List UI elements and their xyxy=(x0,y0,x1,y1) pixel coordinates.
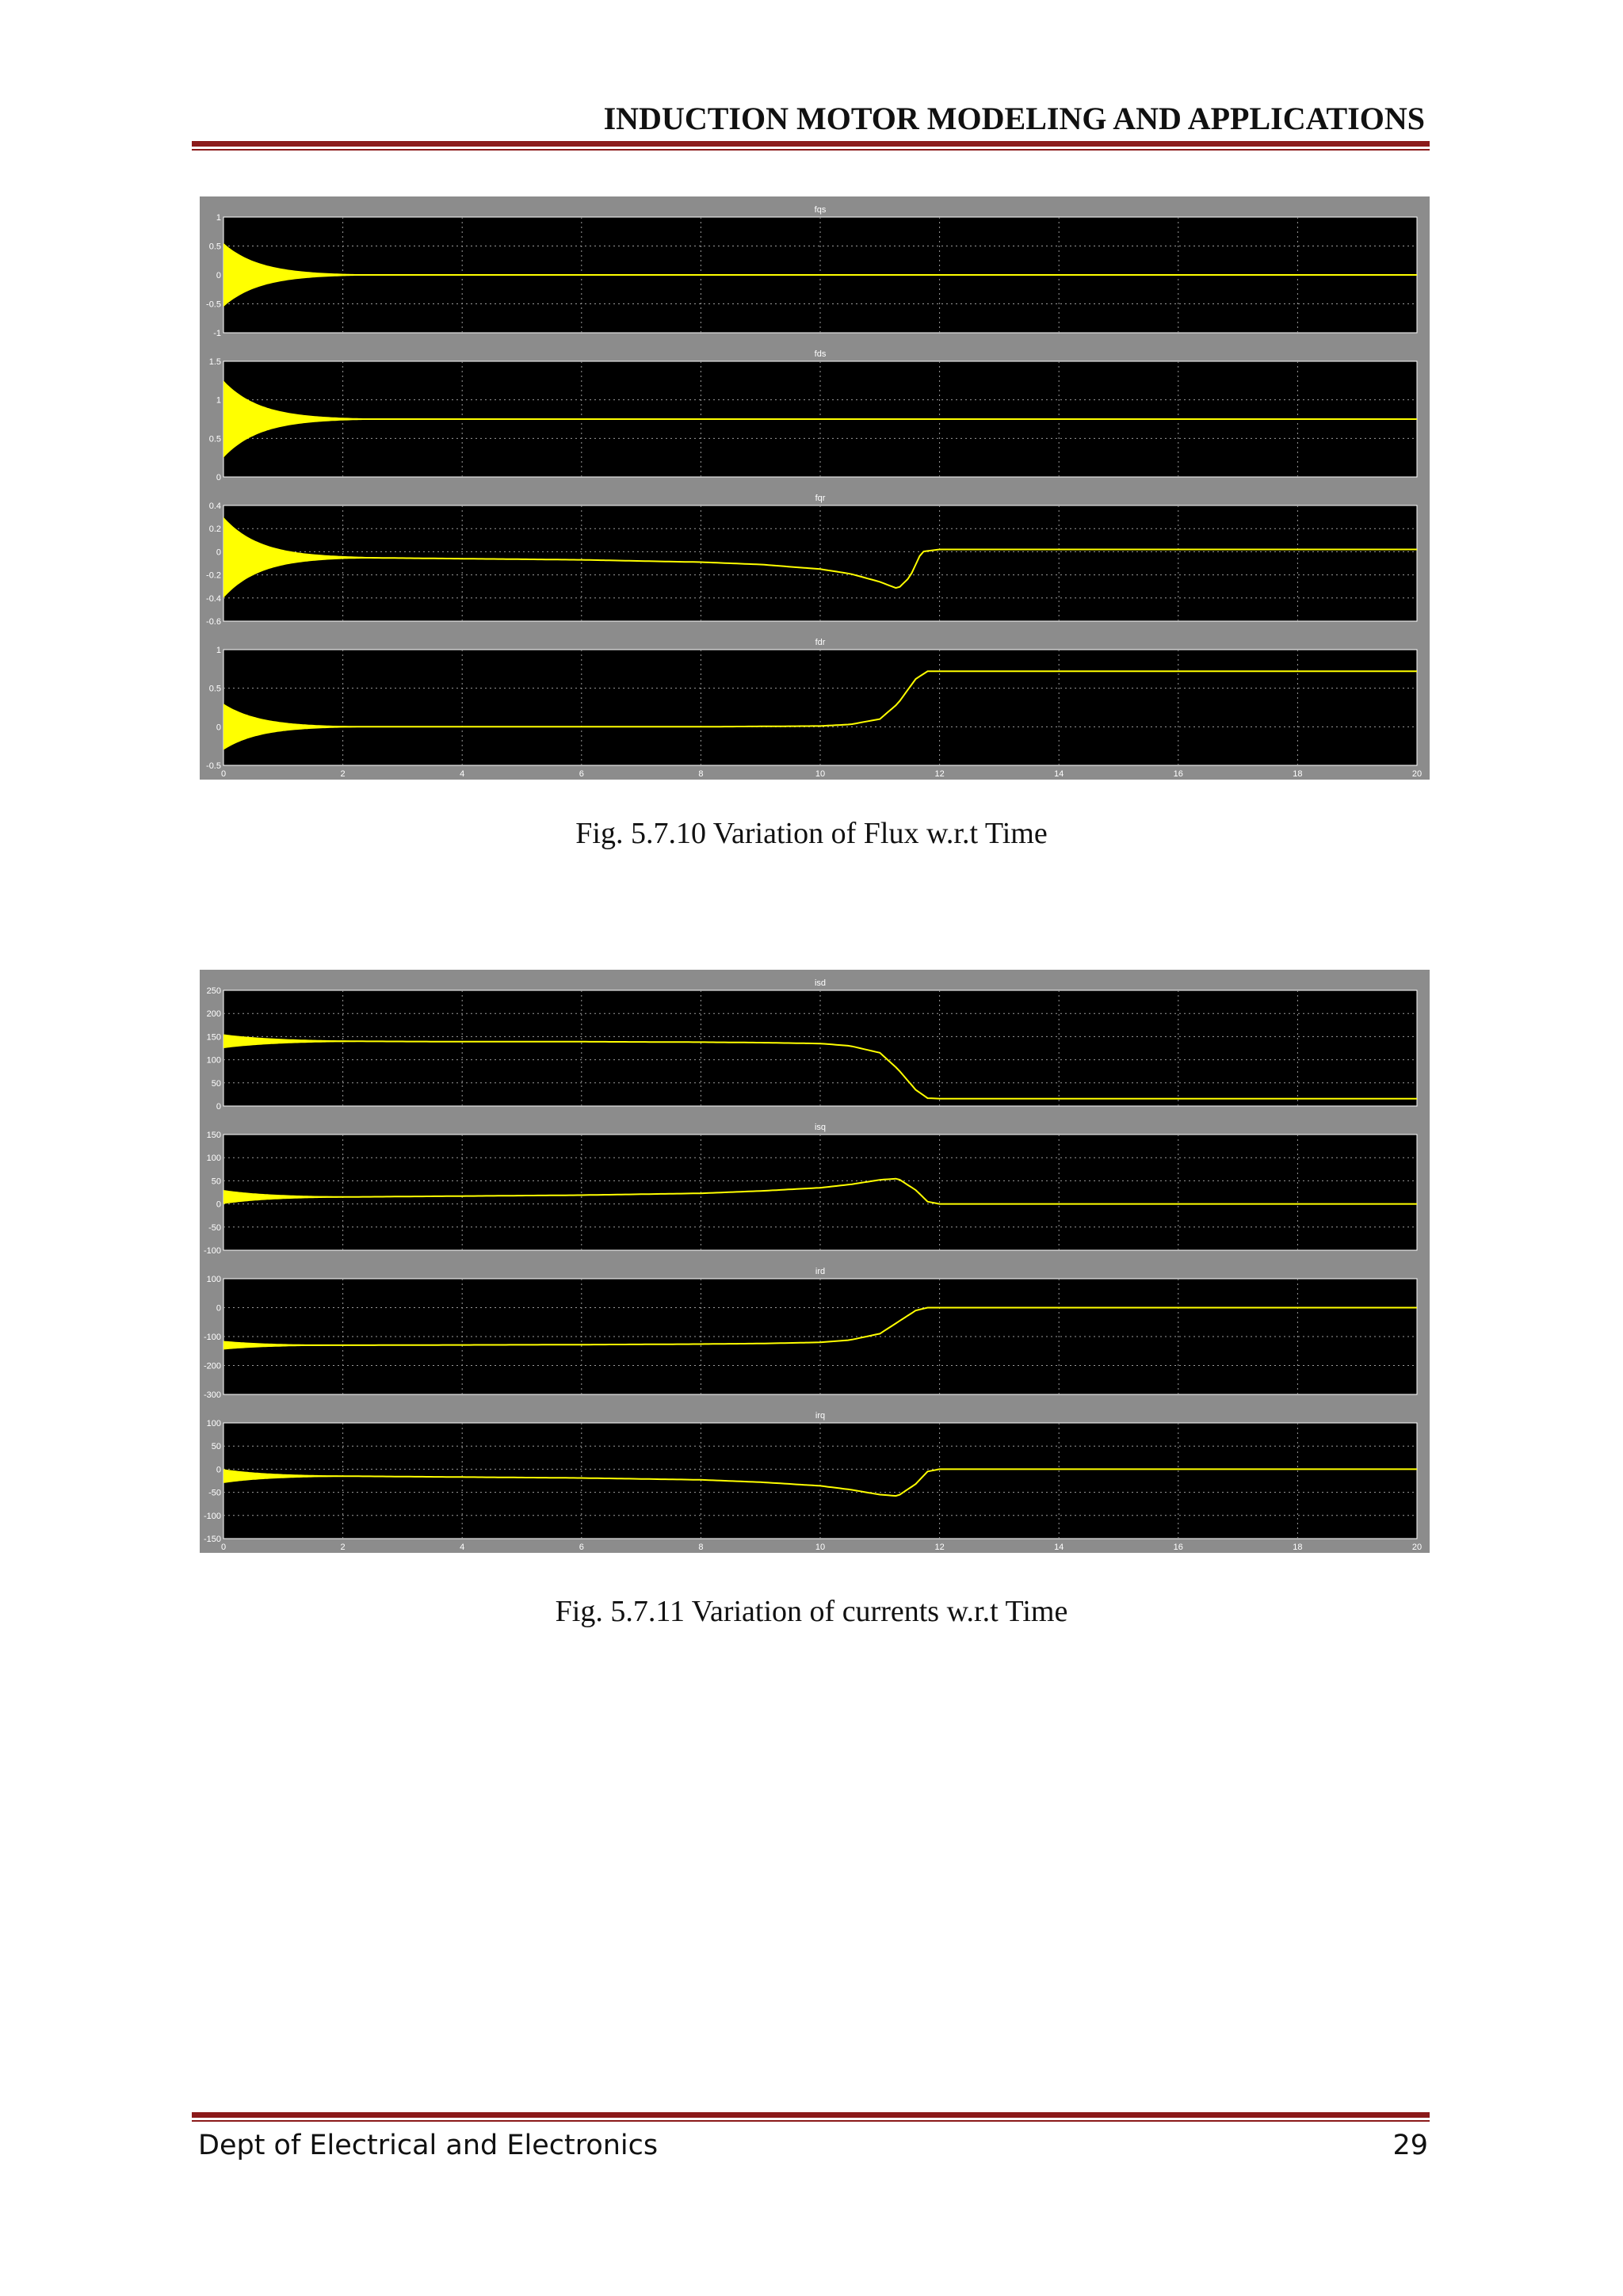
x-tick-label: 0 xyxy=(220,1543,227,1552)
subplot-fds xyxy=(209,349,1417,482)
y-tick-label: 1 xyxy=(216,646,221,655)
y-tick-label: 1 xyxy=(216,395,221,406)
y-tick-label: 100 xyxy=(206,1275,221,1284)
subplot-title: fqr xyxy=(815,494,826,503)
header-rule xyxy=(192,141,1430,151)
x-tick-label: 14 xyxy=(1054,1543,1064,1552)
x-tick-label: 4 xyxy=(460,1543,465,1552)
y-tick-label: 0 xyxy=(216,1102,221,1112)
x-tick-label: 20 xyxy=(1411,769,1423,779)
y-tick-label: 0.5 xyxy=(208,434,221,444)
subplot-ird xyxy=(204,1267,1417,1400)
footer-department: Dept of Electrical and Electronics xyxy=(198,2130,659,2161)
y-tick-label: 50 xyxy=(211,1078,221,1089)
chart-svg xyxy=(200,970,1430,1553)
flux-figure xyxy=(200,196,1430,780)
y-tick-label: -0.2 xyxy=(206,570,221,581)
subplot-irq xyxy=(204,1411,1417,1544)
y-tick-label: 0.5 xyxy=(208,242,221,252)
y-tick-label: 0 xyxy=(216,1199,221,1210)
x-tick-label: 20 xyxy=(1411,1543,1423,1552)
y-tick-label: 50 xyxy=(211,1177,221,1187)
subplot-title: fqs xyxy=(814,205,827,215)
y-tick-label: -0.5 xyxy=(206,761,221,771)
y-tick-label: -200 xyxy=(203,1361,221,1371)
x-tick-label: 8 xyxy=(698,1543,704,1552)
y-tick-label: -0.5 xyxy=(206,299,221,310)
x-tick-label: 4 xyxy=(460,769,465,779)
x-tick-label: 12 xyxy=(934,1543,945,1552)
x-tick-label: 10 xyxy=(815,1543,826,1552)
subplot-fqr xyxy=(206,494,1417,627)
subplot-isq xyxy=(204,1123,1417,1256)
page-number: 29 xyxy=(1392,2130,1428,2161)
y-tick-label: 200 xyxy=(206,1009,221,1020)
x-tick-label: 16 xyxy=(1173,1543,1183,1552)
x-tick-label: 8 xyxy=(698,769,704,779)
x-tick-label: 0 xyxy=(220,769,227,779)
subplot-title: fdr xyxy=(815,638,826,647)
x-tick-label: 10 xyxy=(815,769,826,779)
y-tick-label: 1.5 xyxy=(208,357,221,367)
subplot-fdr xyxy=(206,638,1417,771)
y-tick-label: 0 xyxy=(216,547,221,558)
x-tick-label: 6 xyxy=(579,1543,584,1552)
y-tick-label: 50 xyxy=(211,1442,221,1452)
y-tick-label: -100 xyxy=(203,1333,221,1342)
y-tick-label: 0 xyxy=(216,473,221,482)
subplot-isd xyxy=(207,978,1417,1112)
x-tick-label: 14 xyxy=(1054,769,1064,779)
y-tick-label: 0 xyxy=(216,723,221,733)
x-tick-label: 18 xyxy=(1293,1543,1303,1552)
y-tick-label: 150 xyxy=(206,1032,221,1043)
chart-svg xyxy=(200,196,1430,780)
y-tick-label: 100 xyxy=(206,1055,221,1066)
y-tick-label: 250 xyxy=(206,986,221,996)
x-tick-label: 6 xyxy=(579,769,584,779)
y-tick-label: 0 xyxy=(216,1465,221,1475)
subplot-title: isq xyxy=(814,1123,827,1132)
y-tick-label: -100 xyxy=(203,1511,221,1521)
y-tick-label: 0.5 xyxy=(208,684,221,694)
subplot-title: irq xyxy=(815,1411,826,1421)
y-tick-label: -0.6 xyxy=(206,617,221,627)
footer-rule xyxy=(192,2112,1430,2122)
currents-figure xyxy=(200,970,1430,1553)
y-tick-label: -300 xyxy=(203,1390,221,1400)
subplot-title: fds xyxy=(814,349,827,359)
x-tick-label: 2 xyxy=(340,769,346,779)
y-tick-label: 0.4 xyxy=(208,502,221,511)
subplot-fqs xyxy=(206,205,1417,338)
y-tick-label: -50 xyxy=(208,1488,221,1498)
y-tick-label: -50 xyxy=(208,1222,221,1233)
x-tick-label: 12 xyxy=(934,769,945,779)
y-tick-label: -100 xyxy=(203,1246,221,1256)
x-tick-label: 2 xyxy=(340,1543,346,1552)
y-tick-label: 150 xyxy=(206,1131,221,1140)
y-tick-label: 1 xyxy=(216,213,221,223)
y-tick-label: -1 xyxy=(213,329,221,338)
x-tick-label: 16 xyxy=(1173,769,1183,779)
y-tick-label: 0 xyxy=(216,271,221,280)
y-tick-label: 100 xyxy=(206,1154,221,1164)
y-tick-label: -0.4 xyxy=(206,593,221,604)
y-tick-label: 100 xyxy=(206,1419,221,1428)
y-tick-label: 0 xyxy=(216,1303,221,1314)
figure-caption-currents: Fig. 5.7.11 Variation of currents w.r.t Time xyxy=(555,1595,1068,1628)
y-tick-label: 0.2 xyxy=(208,524,221,535)
x-tick-label: 18 xyxy=(1293,769,1303,779)
header-title: INDUCTION MOTOR MODELING AND APPLICATIONS xyxy=(603,101,1425,136)
subplot-title: isd xyxy=(814,978,827,988)
figure-caption-flux: Fig. 5.7.10 Variation of Flux w.r.t Time xyxy=(575,817,1048,850)
y-tick-label: -150 xyxy=(203,1535,221,1544)
subplot-title: ird xyxy=(815,1267,826,1276)
